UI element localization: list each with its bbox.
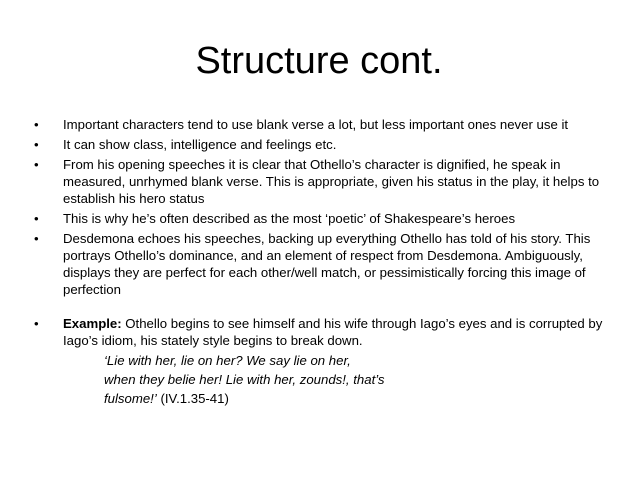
bullet-icon: • — [34, 316, 39, 331]
list-item — [34, 136, 606, 153]
bullet-icon: • — [34, 137, 39, 152]
bullet-text: From his opening speeches it is clear that Othello’s character is dignified, he speak in measured, unrhymed blank verse. This is appropriate, given his status in the play, it helps to establish his hero status — [63, 157, 600, 206]
example-label: Example: — [63, 316, 122, 331]
quotation — [63, 351, 606, 408]
list-item — [34, 230, 606, 298]
quote-last-line — [104, 389, 606, 408]
bullet-list — [34, 116, 606, 411]
bullet-icon: • — [34, 117, 39, 132]
bullet-text: Desdemona echoes his speeches, backing up everything Othello has told of his story. This portrays Othello’s dominance, and an element of respect from Desdemona. Ambiguously, displays they are perfect for each other/well match, or pessimistically forcing this image of perfection — [63, 231, 591, 297]
list-item — [34, 116, 606, 133]
slide-title: Structure cont. — [195, 40, 443, 82]
example-text: Othello begins to see himself and his wife through Iago’s eyes and is corrupted by Iago’s idiom, his stately style begins to break down. — [63, 316, 603, 348]
bullet-text: Important characters tend to use blank verse a lot, but less important ones never use it — [63, 117, 569, 132]
bullet-icon: • — [34, 157, 39, 172]
bullet-icon: • — [34, 211, 39, 226]
quote-line: when they belie her! Lie with her, zounds!, that’s — [104, 372, 385, 387]
bullet-icon: • — [34, 231, 39, 246]
quote-citation: (IV.1.35-41) — [156, 391, 229, 406]
quote-line: fulsome!’ — [104, 391, 157, 406]
bullet-text: This is why he’s often described as the most ‘poetic’ of Shakespeare’s heroes — [63, 211, 516, 226]
list-item — [34, 156, 606, 207]
example-item — [34, 315, 606, 408]
bullet-text: It can show class, intelligence and feelings etc. — [63, 137, 337, 152]
list-item — [34, 210, 606, 227]
quote-line: ‘Lie with her, lie on her? We say lie on her, — [104, 353, 351, 368]
